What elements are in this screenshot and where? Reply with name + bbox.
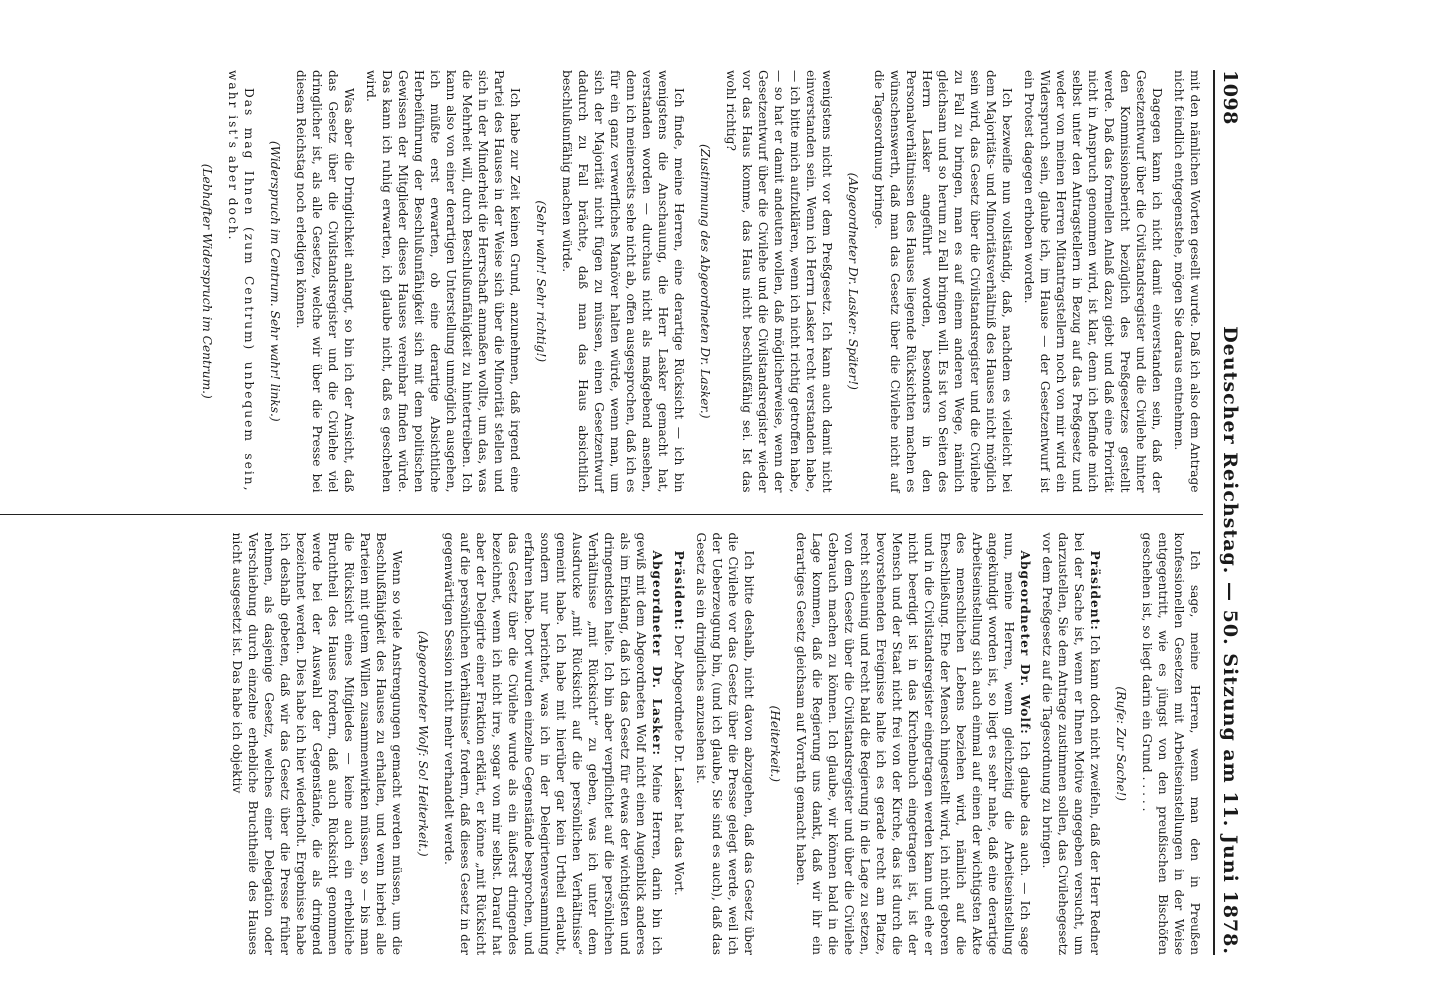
right-column	[0, 513, 1203, 956]
interjection: (Widerspruch im Centrum. Sehr wahr! links.)	[268, 140, 282, 422]
interjection: (Zustimmung des Abgeordneten Dr. Lasker.)	[698, 143, 712, 419]
interjection: (Abgeordneter Wolf: So! Heiterkeit.)	[416, 630, 430, 857]
interjection: (Lebhafter Widerspruch im Centrum.)	[200, 163, 214, 399]
paragraph: mit den nämlichen Worten gesellt wurde. Daß ich also dem Antrage nicht feindlich entgegenstehe, mögen Sie daraus entnehmen.	[1172, 70, 1202, 493]
paragraph: Ich finde, meine Herren, eine derartige Rücksicht — ich bin wenigstens die Anschauung, die Herr Lasker gemacht hat, verstanden worden — durchaus nicht als maßgebend ansehen, denn ich meinerseits sehe nicht ab, offen ausgesprochen, daß ich es für ein ganz verwerfliches Manöver halten würde, wenn man, um sich der Majorität nicht fügen zu müssen, einen Gesetzentwurf dadurch zu Fall brächte, daß man das Haus absichtlich beschlußunfähig machen würde.	[560, 70, 686, 493]
page-header	[1213, 70, 1241, 955]
speaker-label: Abgeordneter Dr. Lasker:	[650, 550, 664, 756]
interjection: (Heiterkeit.)	[768, 705, 782, 782]
speaker-label: Abgeordneter Dr. Wolf:	[1018, 550, 1032, 735]
page-number: 1098	[1219, 70, 1241, 125]
speech-text: Ich kann doch nicht zweifeln, daß der Herr Redner bei der Sache ist, wenn er Ihnen Motive angegeben versucht, um darzustellen, Sie dem Antrage zustimmen sollen, das Civilehegesetz vor dem Preßgesetz auf die Tagesordnung zu bringen.	[1040, 532, 1102, 955]
speech-paragraph	[671, 533, 687, 956]
speech-text: Der Abgeordnete Dr. Lasker hat das Wort.	[672, 634, 686, 896]
running-title: Deutscher Reichstag. — 50. Sitzung am 11. Juni 1878.	[1219, 326, 1241, 955]
paragraph: Dagegen kann ich nicht damit einverstanden sein, daß der Gesetzentwurf über die Civilstandsregister und die Civilehe hinter den Kommissionsbericht bezüglich des Preßgesetzes gestellt werde. Daß das formellen Anlaß dazu giebt und daß eine Priorität nicht in Anspruch genommen wird, ist klar, denn ich befinde mich selbst unter den Antragstellern in Bezug auf das Preßgesetz und weder von meinen Herren Mitantragstellern noch von mir wird ein Widerspruch sein, glaube ich, im Hause — der Gesetzentwurf ist ein Protest dagegen erhoben worden.	[1022, 70, 1164, 493]
speaker-label: Präsident:	[1088, 550, 1102, 631]
speech-paragraph	[793, 533, 1033, 956]
left-column	[0, 70, 1203, 513]
paragraph: Ich sage, meine Herren, wenn man den in Preußen konfessionellen Gesetzen mit Arbeitseinstellungen in der Weise entgegentritt, wie es jüngst von den preußischen Bischöfen geschehen ist, so liegt darin ein Grund . . . . .	[1140, 532, 1202, 955]
paragraph: wenigstens nicht vor dem Preßgesetz. Ich kann auch damit nicht einverstanden sein. Wenn ich Herrn Lasker recht verstanden habe, — ich bitte mich aufzuklären, wenn ich nicht richtig getroffen habe, — so hat er damit andeuten wollen, daß möglicherweise, wenn der Gesetzentwurf über die Civilehe und die Civilstandsregister wieder vor das Haus komme, das Haus nicht beschlußfähig sei. Ist das wohl richtig?	[724, 70, 834, 493]
paragraph: Was aber die Dringlichkeit anlangt, so bin ich der Ansicht, daß das Gesetz über die Civilstandsregister und die Civilehe viel dringlicher ist, als alle Gesetze, welche wir über die Presse bei diesem Reichstag noch erledigen können.	[294, 70, 356, 493]
interjection: (Sehr wahr! Sehr richtig!)	[534, 200, 548, 363]
speech-paragraph	[1039, 533, 1103, 956]
paragraph: Ich bezweifle nun vollständig, daß, nachdem es vielleicht bei dem Majoritäts- und Minoritätsverhältniß des Hauses nicht möglich sein wird, das Gesetz über die Civilstandsregister und die Civilehe zu Fall zu bringen, man es auf einem anderen Wege, nämlich gleichsam und so herum zu Fall bringen will. Es ist von Seiten des Herrn Lasker angeführt worden, besonders in den Personalverhältnissen des Hauses liegende Rücksichten machen es wünschenswerth, daß man das Gesetz über die Civilehe nicht auf die Tagesordnung bringe.	[872, 70, 1014, 493]
speech-text: Meine Herren, darin bin ich gewiß mit dem Abgeordneten Wolf nicht einen Augenblick anderes als im Einklang, daß ich das Gesetz für etwas der wichtigsten und dringendsten halte. Ich bin aber verpflichtet auf die persönlichen Verhältnisse „mit Rücksicht“ zu geben, was ich unter dem Ausdrucke „mit Rücksicht auf die persönlichen Verhältnisse“ gemeint habe. Ich habe mit hierüber gar kein Urtheil erlaubt, sondern nur berichtet, was ich in der Delegirtenversammlung erfahren habe. Dort wurden einzelne Gegenstände besprochen, und das Gesetz über die Civilehe wurde als ein äußerst dringendes bezeichnet, wenn ich nicht irre, sogar von mir selbst. Darauf hat aber der Delegirte einer Fraktion erklärt, er könne „mit Rücksicht auf die persönlichen Verhältnisse“ fordern, daß dieses Gesetz in der gegenwärtigen Session nicht mehr verhandelt werde.	[442, 532, 664, 955]
interjection: (Abgeordneter Dr. Lasker: Später!)	[846, 172, 860, 390]
text-columns	[0, 70, 1203, 955]
paragraph: Ich habe zur Zeit keinen Grund, anzunehmen, daß irgend eine Partei des Hauses in der Weise sich über die Minorität stellen und sich in der Minderheit die Herrschaft anmaßen wollte, um das, was die Mehrheit will, durch Beschlußunfähigkeit zu hintertreiben. Ich kann also von einer derartigen Unterstellung unmöglich ausgehen, ich müßte erst erwarten, ob eine derartige Absichtliche Herbeiführung der Beschlußunfähigkeit sich mit dem politischen Gewissen der Mitglieder dieses Hauses vereinbar finden würde. Das kann ich ruhig erwarten, ich glaube nicht, daß es geschehen wird.	[364, 70, 522, 493]
paragraph: Wenn so viele Anstrengungen gemacht werden müssen, um die Beschlußfähigkeit des Hauses zu erhalten, und wenn hierbei alle Parteien mit gutem Willen zusammenwirken müssen, so — bis man die Rücksicht eines Mitgliedes — keine auch ein erhebliche Bruchtheil des Hauses fordern, daß auch Rücksicht genommen werde bei der Auswahl der Gegenstände, die als dringend bezeichnet werden. Dies habe ich hier wiederholt. Ergebnisse habe ich deshalb gebeten, daß wir das Gesetz über die Presse früher nehmen, als dasjenige Gesetz, welches einer Delegation oder Verschiebung durch einzelne erhebliche Bruchtheile des Hauses nicht ausgesetzt ist. Das habe ich objektiv	[230, 532, 404, 955]
paragraph: Ich bitte deshalb, nicht davon abzugehen, daß das Gesetz über die Civilehe vor das Gesetz über die Presse gelegt werde, weil ich der Ueberzeugung bin, (und ich glaube, Sie sind es auch), daß das Gesetz als ein dringliches anzusehen ist.	[694, 532, 756, 955]
column-divider	[0, 514, 1203, 515]
speech-paragraph	[441, 533, 665, 956]
interjection: (Rufe: Zur Sache!)	[1114, 686, 1128, 802]
paragraph: Das mag Ihnen (zum Centrum) unbequem sein, wahr ist's aber doch.	[226, 70, 256, 493]
speech-text: Ich glaube das auch. — Ich sage nun, meine Herren, wenn gleichzeitig die Arbeitseinstellung angekündigt worden ist, so liegt es sehr nahe, daß eine derartige Arbeitseinstellung sich auch einmal auf einen der wichtigsten Akte des menschlichen Lebens beziehen wird, nämlich auf die Eheschließung. Ehe der Mensch hingestellt wird, ich nicht geboren und in die Civilstandsregister eingetragen werden kann und ehe er nicht beerdigt ist in das Kirchenbuch eingetragen ist, ist der Mensch und der Staat nicht frei von der Kirche, das ist durch die bevorstehenden Ereignisse halte ich es gerade recht am Platze, recht schleunig und recht bald die Regierung in die Lage zu setzen, von dem Gesetz über die Civilstandsregister und über die Civilehe Gebrauch machen zu können. Ich glaube, wir können bald in die Lage kommen, daß die Regierung uns dankt, daß wir ihr ein derartiges Gesetz gleichsam auf Vorrath gemacht haben.	[794, 532, 1032, 956]
speaker-label: Präsident:	[672, 550, 686, 631]
